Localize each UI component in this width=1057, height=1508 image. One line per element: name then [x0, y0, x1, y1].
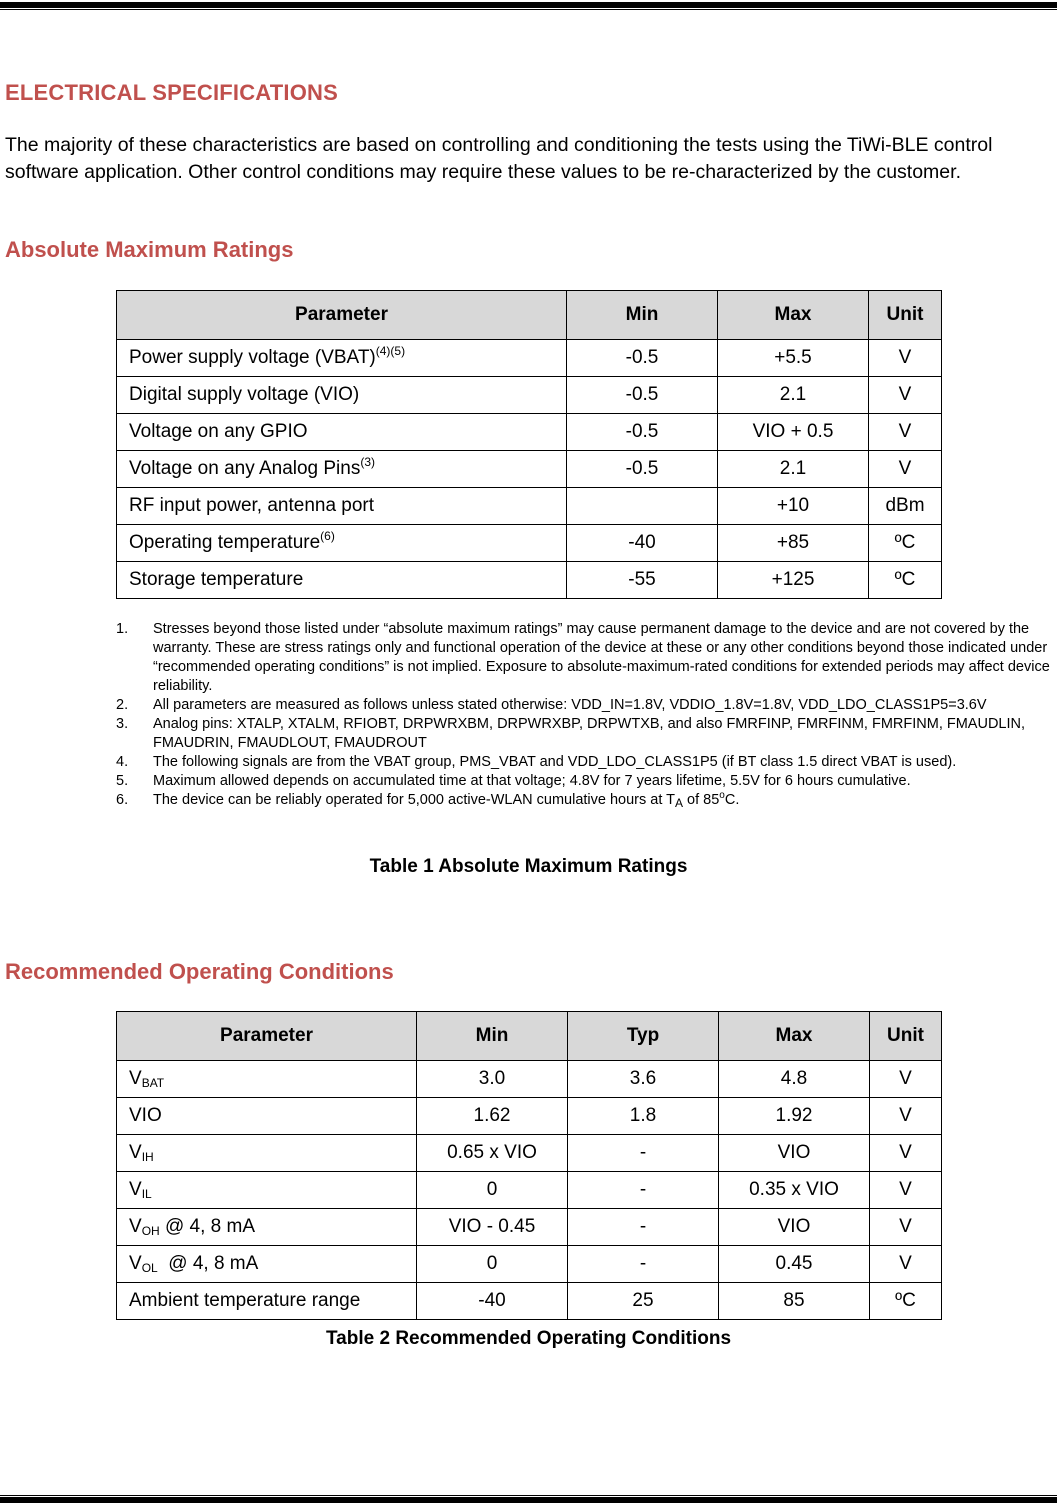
- page-heading: ELECTRICAL SPECIFICATIONS: [5, 80, 338, 105]
- column-header: Parameter: [117, 1012, 417, 1061]
- column-header: Min: [417, 1012, 568, 1061]
- max-cell: 2.1: [718, 451, 869, 488]
- typ-cell: -: [568, 1209, 719, 1246]
- parameter-cell: [117, 1209, 417, 1246]
- min-cell: -40: [567, 525, 718, 562]
- table-row: [117, 340, 942, 377]
- footnote-ref: (4)(5): [375, 344, 406, 358]
- parameter-text: Power supply voltage (VBAT): [129, 347, 376, 368]
- parameter-cell: [117, 1098, 417, 1135]
- unit-cell: V: [870, 1172, 942, 1209]
- max-cell: +10: [718, 488, 869, 525]
- footnote-item: [116, 753, 1051, 772]
- unit-cell: V: [869, 451, 942, 488]
- table-row: [117, 1098, 942, 1135]
- parameter-subscript: IH: [141, 1150, 154, 1164]
- table-row: [117, 1061, 942, 1098]
- bottom-rule: [0, 1497, 1057, 1503]
- footnote-number: 5.: [116, 773, 129, 789]
- min-cell: 0: [417, 1172, 568, 1209]
- unit-cell: ºC: [869, 525, 942, 562]
- parameter-text: V: [129, 1068, 142, 1089]
- max-cell: 2.1: [718, 377, 869, 414]
- typ-cell: 1.8: [568, 1098, 719, 1135]
- parameter-cell: [117, 1061, 417, 1098]
- typ-cell: 25: [568, 1283, 719, 1320]
- unit-cell: ºC: [869, 562, 942, 599]
- max-cell: 0.35 x VIO: [719, 1172, 870, 1209]
- abs-max-table: [116, 290, 942, 599]
- footnote-subscript: A: [675, 796, 684, 810]
- footnote-text: The device can be reliably operated for 5,000 active-WLAN cumulative hours at T: [153, 792, 675, 808]
- parameter-cell: [117, 525, 567, 562]
- max-cell: 4.8: [719, 1061, 870, 1098]
- column-header: Max: [718, 291, 869, 340]
- footnote-item: [116, 696, 1051, 715]
- min-cell: VIO - 0.45: [417, 1209, 568, 1246]
- table-row: [117, 451, 942, 488]
- min-cell: -0.5: [567, 377, 718, 414]
- unit-cell: V: [870, 1098, 942, 1135]
- min-cell: -0.5: [567, 414, 718, 451]
- table-row: [117, 1246, 942, 1283]
- parameter-cell: [117, 1246, 417, 1283]
- column-header: Parameter: [117, 291, 567, 340]
- min-cell: -55: [567, 562, 718, 599]
- parameter-condition: @ 4, 8 mA: [157, 1253, 259, 1274]
- typ-cell: -: [568, 1246, 719, 1283]
- min-cell: 3.0: [417, 1061, 568, 1098]
- parameter-subscript: IL: [141, 1187, 152, 1201]
- min-cell: [567, 488, 718, 525]
- unit-cell: V: [869, 414, 942, 451]
- intro-paragraph: The majority of these characteristics are based on controlling and conditioning the tests using the TiWi-BLE control software application. Other control conditions may require these values to be re-characterized by the customer.: [5, 134, 993, 183]
- column-header: Min: [567, 291, 718, 340]
- footnote-number: 3.: [116, 716, 129, 732]
- typ-cell: -: [568, 1135, 719, 1172]
- parameter-text: V: [129, 1216, 142, 1237]
- footnote-item: [116, 791, 1051, 810]
- min-cell: 0: [417, 1246, 568, 1283]
- max-cell: VIO: [719, 1135, 870, 1172]
- table-row: [117, 488, 942, 525]
- bottom-rule-thin: [0, 1495, 1057, 1496]
- table-row: [117, 1172, 942, 1209]
- rec-op-heading: Recommended Operating Conditions: [5, 959, 394, 984]
- parameter-cell: [117, 488, 567, 525]
- footnote-item: [116, 715, 1051, 753]
- footnote-text: Maximum allowed depends on accumulated time at that voltage; 4.8V for 7 years lifetime, 5.5V for 6 hours cumulative.: [153, 773, 911, 789]
- parameter-cell: [117, 1283, 417, 1320]
- table1-caption: Table 1 Absolute Maximum Ratings: [369, 856, 688, 877]
- unit-cell: V: [870, 1061, 942, 1098]
- table-row: [117, 1135, 942, 1172]
- footnote-text: Stresses beyond those listed under “absolute maximum ratings” may cause permanent damage to the device and are not covered by the warranty. These are stress ratings only and functional operation of the device at these or any other conditions beyond those indicated under “recommended operating conditions” is not implied. Exposure to absolute-maximum-rated conditions for extended periods may affect device reliability.: [153, 621, 1050, 694]
- table-row: [117, 377, 942, 414]
- typ-cell: 3.6: [568, 1061, 719, 1098]
- unit-cell: V: [870, 1246, 942, 1283]
- footnote-text: Analog pins: XTALP, XTALM, RFIOBT, DRPWRXBM, DRPWRXBP, DRPWTXB, and also FMRFINP, FMRFINM, FMRFINM, FMAUDLIN, FMAUDRIN, FMAUDLOUT, FMAUDROUT: [153, 716, 1026, 751]
- parameter-cell: [117, 414, 567, 451]
- parameter-text: Voltage on any GPIO: [129, 421, 308, 442]
- parameter-text: V: [129, 1142, 142, 1163]
- table2-caption: Table 2 Recommended Operating Conditions: [325, 1328, 732, 1349]
- footnote-number: 4.: [116, 754, 129, 770]
- footnote-superscript: o: [719, 790, 725, 801]
- max-cell: +5.5: [718, 340, 869, 377]
- table-header-row: [117, 291, 942, 340]
- table-row: [117, 1209, 942, 1246]
- min-cell: -0.5: [567, 451, 718, 488]
- table-row: [117, 525, 942, 562]
- rec-op-table: [116, 1011, 942, 1320]
- min-cell: -0.5: [567, 340, 718, 377]
- max-cell: VIO + 0.5: [718, 414, 869, 451]
- parameter-subscript: OH: [141, 1224, 160, 1238]
- footnote-number: 2.: [116, 697, 129, 713]
- footnote-item: [116, 620, 1051, 696]
- max-cell: 1.92: [719, 1098, 870, 1135]
- unit-cell: ºC: [870, 1283, 942, 1320]
- min-cell: 1.62: [417, 1098, 568, 1135]
- footnote-number: 1.: [116, 621, 129, 637]
- footnote-ref: (6): [320, 529, 335, 543]
- column-header: Max: [719, 1012, 870, 1061]
- unit-cell: V: [869, 377, 942, 414]
- min-cell: -40: [417, 1283, 568, 1320]
- parameter-text: Storage temperature: [129, 569, 304, 590]
- table-row: [117, 562, 942, 599]
- parameter-cell: [117, 1135, 417, 1172]
- footnote-number: 6.: [116, 792, 129, 808]
- abs-max-heading: Absolute Maximum Ratings: [5, 237, 294, 262]
- top-rule-thin: [0, 9, 1057, 10]
- column-header: Unit: [870, 1012, 942, 1061]
- footnote-item: [116, 772, 1051, 791]
- unit-cell: V: [870, 1209, 942, 1246]
- footnote-text: of 85: [683, 792, 720, 808]
- footnote-text: All parameters are measured as follows unless stated otherwise: VDD_IN=1.8V, VDDIO_1.8V=1.8V, VDD_LDO_CLASS1P5=3.6V: [153, 697, 987, 713]
- parameter-text: Ambient temperature range: [129, 1290, 361, 1311]
- parameter-cell: [117, 340, 567, 377]
- max-cell: 85: [719, 1283, 870, 1320]
- min-cell: 0.65 x VIO: [417, 1135, 568, 1172]
- typ-cell: -: [568, 1172, 719, 1209]
- unit-cell: V: [869, 340, 942, 377]
- max-cell: +85: [718, 525, 869, 562]
- column-header: Unit: [869, 291, 942, 340]
- parameter-text: V: [129, 1253, 142, 1274]
- footnote-text: C.: [724, 792, 740, 808]
- parameter-cell: [117, 562, 567, 599]
- parameter-text: Voltage on any Analog Pins: [129, 458, 361, 479]
- footnotes-list: [116, 620, 1051, 810]
- footnote-ref: (3): [360, 455, 376, 469]
- parameter-text: V: [129, 1179, 142, 1200]
- parameter-subscript: BAT: [141, 1076, 165, 1090]
- parameter-cell: [117, 377, 567, 414]
- unit-cell: dBm: [869, 488, 942, 525]
- column-header: Typ: [568, 1012, 719, 1061]
- table-header-row: [117, 1012, 942, 1061]
- footnote-text: The following signals are from the VBAT group, PMS_VBAT and VDD_LDO_CLASS1P5 (if BT class 1.5 direct VBAT is used).: [153, 754, 957, 770]
- parameter-subscript: OL: [141, 1261, 158, 1275]
- parameter-text: RF input power, antenna port: [129, 495, 375, 516]
- top-rule: [0, 2, 1057, 8]
- parameter-condition: @ 4, 8 mA: [159, 1216, 256, 1237]
- parameter-text: Digital supply voltage (VIO): [129, 384, 360, 405]
- table-row: [117, 1283, 942, 1320]
- parameter-cell: [117, 451, 567, 488]
- unit-cell: V: [870, 1135, 942, 1172]
- max-cell: 0.45: [719, 1246, 870, 1283]
- parameter-text: Operating temperature: [129, 532, 321, 553]
- max-cell: +125: [718, 562, 869, 599]
- parameter-text: VIO: [129, 1105, 162, 1126]
- max-cell: VIO: [719, 1209, 870, 1246]
- table-row: [117, 414, 942, 451]
- parameter-cell: [117, 1172, 417, 1209]
